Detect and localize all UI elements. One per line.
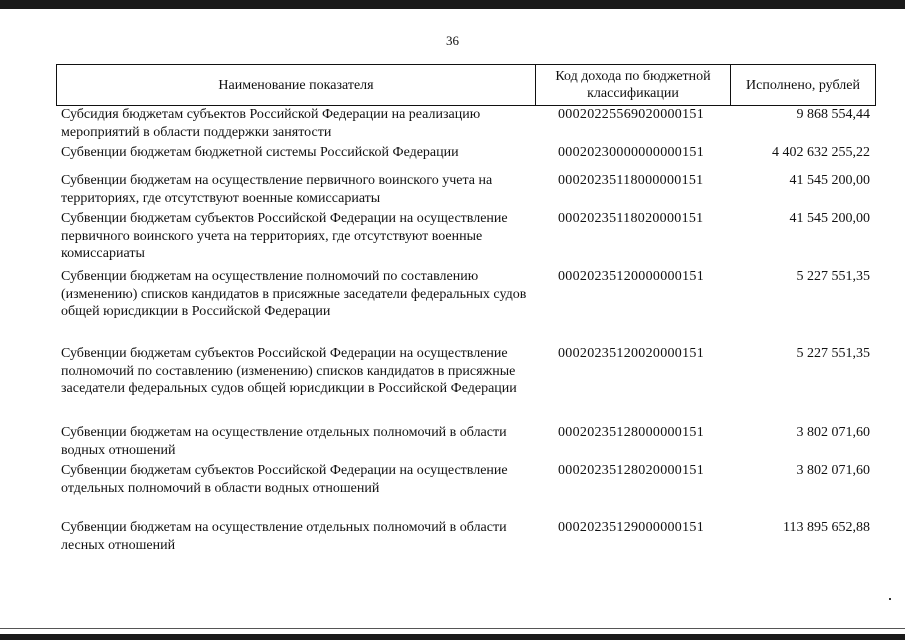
row-amount: 41 545 200,00 — [789, 173, 870, 188]
row-amount: 3 802 071,60 — [796, 425, 870, 440]
row-name: Субвенции бюджетам на осуществление отдельных полномочий в области лесных отношений — [61, 520, 507, 553]
row-name: Субвенции бюджетам субъектов Российской Федерации на осуществление полномочий по составлению (изменению) списков кандидатов в присяжные заседатели федеральных судов общей юрисдикции в Российской Федерации — [61, 346, 517, 396]
row-code: 00020235129000000151 — [558, 520, 704, 535]
row-code: 00020235120000000151 — [558, 269, 704, 284]
row-amount: 4 402 632 255,22 — [772, 145, 870, 160]
row-amount: 41 545 200,00 — [789, 211, 870, 226]
row-code: 00020235128020000151 — [558, 463, 704, 478]
scan-top-border — [0, 0, 905, 9]
row-name: Субвенции бюджетам субъектов Российской Федерации на осуществление отдельных полномочий в области водных отношений — [61, 463, 508, 496]
row-amount: 5 227 551,35 — [796, 269, 870, 284]
row-name: Субвенции бюджетам субъектов Российской Федерации на осуществление первичного воинского учета на территориях, где отсутствуют военные комиссариаты — [61, 211, 508, 261]
row-code: 00020235128000000151 — [558, 425, 704, 440]
row-code: 00020235120020000151 — [558, 346, 704, 361]
page-number: 36 — [446, 33, 459, 48]
row-code: 00020235118020000151 — [558, 211, 704, 226]
row-name: Субсидия бюджетам субъектов Российской Федерации на реализацию мероприятий в области поддержки занятости — [61, 107, 481, 140]
row-name: Субвенции бюджетам на осуществление отдельных полномочий в области водных отношений — [61, 425, 507, 458]
header-code: Код дохода по бюджетной классификации — [536, 65, 731, 105]
row-name: Субвенции бюджетам на осуществление полномочий по составлению (изменению) списков кандидатов в присяжные заседатели федеральных судов общей юрисдикции в Российской Федерации — [61, 269, 527, 319]
header-name: Наименование показателя — [57, 65, 536, 105]
scan-speck — [889, 598, 891, 600]
scan-bottom-line — [0, 628, 905, 629]
table-header — [56, 64, 876, 106]
row-amount: 9 868 554,44 — [796, 107, 870, 122]
header-amount: Исполнено, рублей — [746, 77, 860, 93]
row-name: Субвенции бюджетам бюджетной системы Российской Федерации — [61, 145, 459, 160]
row-code: 00020225569020000151 — [558, 107, 704, 122]
row-amount: 3 802 071,60 — [796, 463, 870, 478]
row-code: 00020235118000000151 — [558, 173, 704, 188]
row-code: 00020230000000000151 — [558, 145, 704, 160]
row-amount: 113 895 652,88 — [783, 520, 870, 535]
scan-bottom-border — [0, 634, 905, 640]
row-amount: 5 227 551,35 — [796, 346, 870, 361]
row-name: Субвенции бюджетам на осуществление первичного воинского учета на территориях, где отсутствуют военные комиссариаты — [61, 173, 493, 206]
